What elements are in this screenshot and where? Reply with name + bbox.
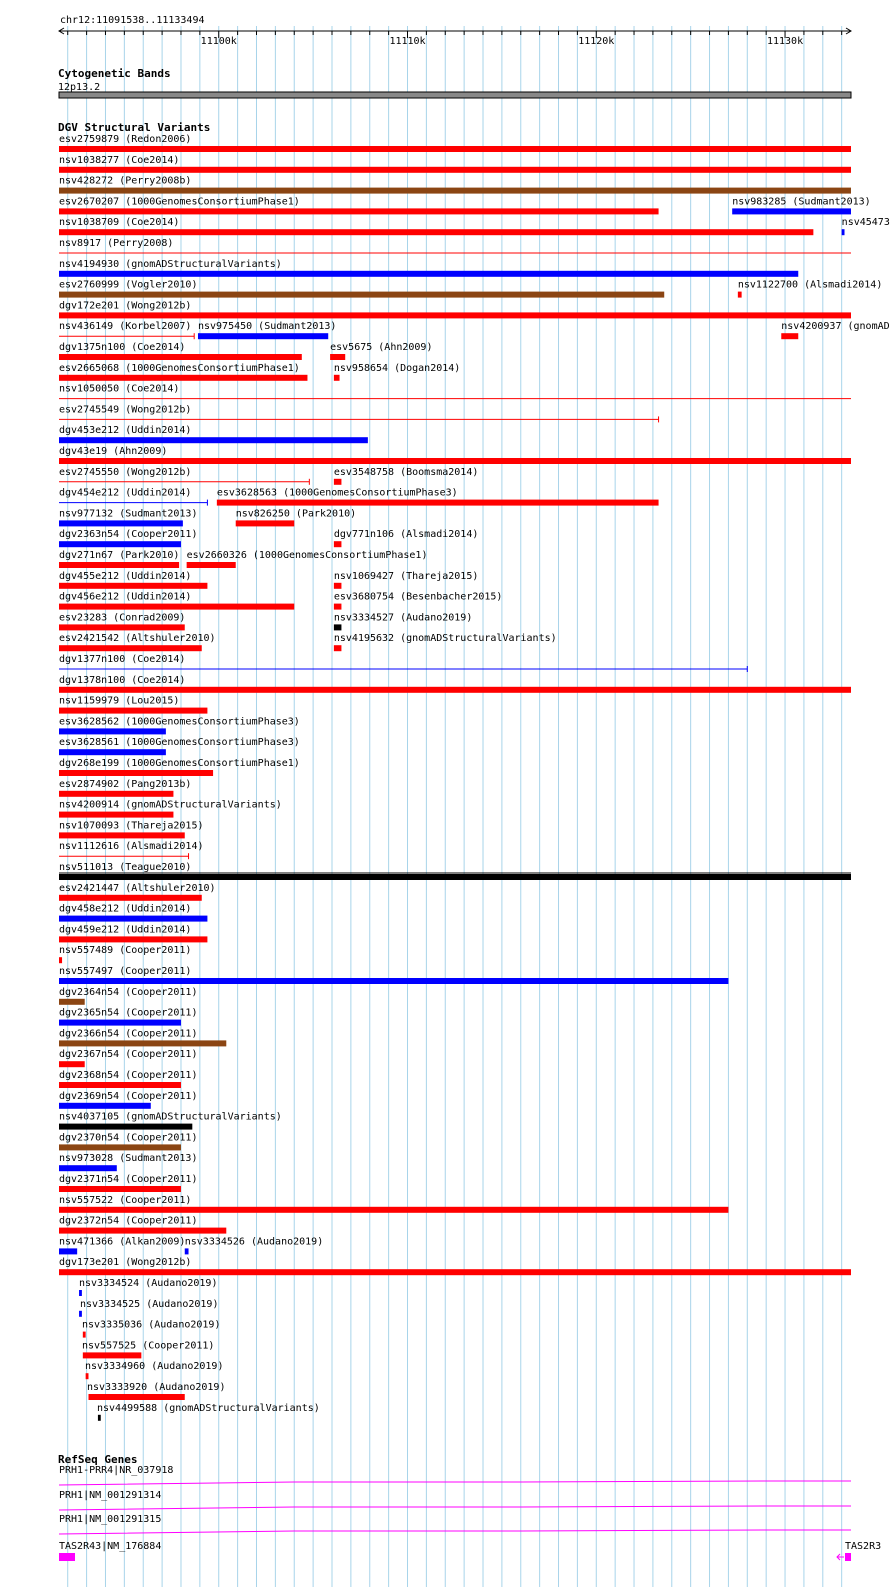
dgv-feature-label: nsv557489 (Cooper2011) [59, 945, 192, 957]
dgv-feature-label: esv2421542 (Altshuler2010) [59, 633, 216, 645]
dgv-feature-label: nsv557522 (Cooper2011) [59, 1194, 192, 1206]
dgv-feature-label: dgv454e212 (Uddin2014) [59, 487, 192, 499]
refseq-gene-label: TAS2R43|NM_176884 [59, 1541, 162, 1552]
dgv-feature-label: esv2665068 (1000GenomesConsortiumPhase1) [59, 362, 300, 374]
dgv-feature-label: nsv557525 (Cooper2011) [82, 1340, 215, 1352]
dgv-feature-label: dgv1377n100 (Coe2014) [59, 654, 186, 665]
cytoband-bar [59, 92, 851, 98]
dgv-feature-label: dgv268e199 (1000GenomesConsortiumPhase1) [59, 758, 300, 769]
refseq-gene-model [59, 1506, 851, 1510]
dgv-feature-bar [187, 562, 236, 568]
dgv-feature-label: esv3628563 (1000GenomesConsortiumPhase3) [216, 487, 458, 499]
dgv-feature-label: nsv3334960 (Audano2019) [85, 1361, 224, 1373]
dgv-feature-label: dgv2369n54 (Cooper2011) [59, 1090, 198, 1102]
dgv-feature-bar [59, 1165, 117, 1171]
refseq-gene-label: PRH1|NM_001291314 [59, 1490, 162, 1501]
refseq-gene-exon [59, 1553, 75, 1561]
dgv-feature-bar [59, 271, 798, 277]
refseq-track-title: RefSeq Genes [58, 1453, 138, 1466]
dgv-feature-bar [59, 437, 368, 443]
dgv-feature-bar [83, 1332, 86, 1338]
strand-arrow-icon [837, 1554, 844, 1560]
dgv-feature-label: dgv2368n54 (Cooper2011) [59, 1070, 198, 1081]
dgv-feature-bar [59, 874, 851, 880]
dgv-feature-label: nsv1038709 (Coe2014) [59, 217, 180, 229]
dgv-feature-bar [59, 687, 851, 693]
dgv-feature-label: nsv45473 [841, 217, 890, 229]
dgv-feature-bar [79, 1290, 82, 1296]
dgv-feature-bar [59, 1082, 181, 1088]
cytoband-label: 12p13.2 [58, 82, 101, 93]
refseq-gene-exon [845, 1553, 851, 1561]
dgv-feature-label: nsv428272 (Perry2008b) [59, 175, 192, 187]
dgv-feature-bar [59, 1144, 181, 1150]
dgv-feature-bar [59, 957, 62, 963]
dgv-feature-bar [88, 1394, 184, 1400]
dgv-feature-label: dgv458e212 (Uddin2014) [59, 903, 192, 915]
dgv-feature-bar [59, 1061, 85, 1067]
dgv-feature-label: nsv436149 (Korbel2007) [59, 321, 192, 333]
dgv-feature-label: dgv271n67 (Park2010) [59, 550, 180, 561]
dgv-feature-label: esv2759879 (Redon2006) [59, 134, 192, 145]
dgv-feature-label: dgv2364n54 (Cooper2011) [59, 986, 198, 998]
refseq-gene-model [59, 1481, 851, 1485]
dgv-feature-bar [59, 832, 185, 838]
dgv-feature-bar [334, 604, 342, 610]
dgv-feature-label: dgv459e212 (Uddin2014) [59, 924, 192, 936]
dgv-feature-bar [59, 1228, 226, 1234]
position-label: chr12:11091538..11133494 [60, 15, 205, 26]
dgv-feature-label: dgv172e201 (Wong2012b) [59, 300, 192, 312]
dgv-feature-label: dgv2366n54 (Cooper2011) [59, 1028, 198, 1040]
dgv-feature-bar [59, 624, 185, 630]
dgv-feature-bar [59, 916, 207, 922]
ruler-tick-label: 11120k [578, 36, 615, 47]
dgv-feature-bar [59, 375, 307, 381]
cytoband-track-title: Cytogenetic Bands [58, 67, 171, 80]
dgv-feature-bar [738, 292, 742, 298]
dgv-feature-bar [334, 479, 342, 485]
dgv-feature-bar [781, 333, 798, 339]
dgv-feature-bar [59, 728, 166, 734]
dgv-feature-label: dgv2371n54 (Cooper2011) [59, 1174, 198, 1185]
refseq-gene-label: TAS2R3 [845, 1541, 882, 1552]
dgv-feature-bar [236, 520, 295, 526]
ruler-tick-label: 11110k [389, 36, 426, 47]
dgv-feature-bar [59, 895, 202, 901]
dgv-feature-label: nsv958654 (Dogan2014) [333, 362, 461, 374]
dgv-feature-label: dgv771n106 (Alsmadi2014) [333, 529, 479, 541]
dgv-feature-label: nsv4194930 (gnomADStructuralVariants) [59, 258, 282, 270]
dgv-feature-label: nsv983285 (Sudmant2013) [732, 196, 871, 208]
dgv-feature-label: nsv1159979 (Lou2015) [59, 695, 180, 707]
dgv-feature-bar [59, 1020, 181, 1026]
dgv-feature-bar [59, 312, 851, 318]
dgv-feature-label: esv2421447 (Altshuler2010) [59, 882, 216, 894]
dgv-feature-label: nsv1112616 (Alsmadi2014) [59, 841, 204, 853]
dgv-feature-label: nsv826250 (Park2010) [235, 508, 357, 520]
dgv-feature-bar [59, 292, 664, 298]
dgv-feature-label: nsv511013 (Teague2010) [59, 862, 192, 873]
dgv-feature-bar [86, 1373, 89, 1379]
dgv-feature-bar [59, 1269, 851, 1275]
dgv-feature-label: nsv4499588 (gnomADStructuralVariants) [97, 1402, 320, 1414]
dgv-feature-label: nsv1070093 (Thareja2015) [59, 820, 204, 832]
dgv-feature-bar [59, 604, 294, 610]
dgv-feature-bar [59, 999, 85, 1005]
dgv-feature-label: nsv4200937 (gnomAD [781, 321, 890, 333]
dgv-feature-label: nsv3334525 (Audano2019) [80, 1298, 219, 1310]
dgv-feature-label: esv3628562 (1000GenomesConsortiumPhase3) [59, 716, 300, 728]
dgv-feature-label: dgv2370n54 (Cooper2011) [59, 1132, 198, 1144]
dgv-feature-bar [59, 1186, 181, 1192]
dgv-feature-bar [59, 936, 207, 942]
dgv-feature-label: dgv455e212 (Uddin2014) [59, 570, 192, 582]
dgv-feature-label: nsv1069427 (Thareja2015) [333, 570, 479, 582]
dgv-feature-label: nsv3334527 (Audano2019) [333, 612, 473, 624]
dgv-feature-label: nsv8917 (Perry2008) [59, 238, 174, 249]
dgv-feature-label: nsv3334524 (Audano2019) [79, 1278, 218, 1289]
dgv-feature-bar [842, 229, 845, 235]
dgv-feature-label: dgv2372n54 (Cooper2011) [59, 1215, 198, 1227]
dgv-feature-bar [79, 1311, 82, 1317]
refseq-gene-label: PRH1-PRR4|NR_037918 [59, 1465, 174, 1476]
dgv-feature-bar [732, 208, 851, 214]
dgv-feature-label: dgv2363n54 (Cooper2011) [59, 529, 198, 541]
dgv-feature-bar [330, 354, 345, 360]
dgv-feature-label: nsv3335036 (Audano2019) [82, 1319, 221, 1331]
dgv-feature-label: nsv1122700 (Alsmadi2014) [737, 279, 883, 291]
dgv-feature-bar [59, 645, 202, 651]
dgv-feature-bar [59, 1207, 728, 1213]
dgv-feature-label: dgv173e201 (Wong2012b) [59, 1257, 192, 1269]
dgv-feature-bar [334, 645, 342, 651]
dgv-feature-label: nsv4037105 (gnomADStructuralVariants) [59, 1111, 282, 1123]
dgv-feature-bar [98, 1415, 101, 1421]
dgv-feature-bar [59, 749, 166, 755]
dgv-feature-label: dgv2367n54 (Cooper2011) [59, 1049, 198, 1061]
dgv-feature-label: esv2874902 (Pang2013b) [59, 778, 192, 790]
dgv-feature-bar [59, 1103, 151, 1109]
dgv-feature-label: esv2670207 (1000GenomesConsortiumPhase1) [59, 196, 300, 208]
dgv-feature-bar [59, 146, 851, 152]
dgv-feature-bar [59, 458, 851, 464]
dgv-feature-label: esv3548758 (Boomsma2014) [333, 466, 479, 478]
dgv-feature-label: nsv973028 (Sudmant2013) [59, 1153, 198, 1165]
dgv-feature-bar [334, 375, 340, 381]
dgv-feature-label: nsv3334526 (Audano2019) [184, 1236, 324, 1248]
dgv-feature-bar [59, 978, 728, 984]
dgv-feature-label: esv2745550 (Wong2012b) [59, 466, 192, 478]
refseq-gene-model [59, 1530, 851, 1534]
dgv-track-title: DGV Structural Variants [58, 121, 211, 134]
dgv-feature-bar [334, 583, 342, 589]
dgv-feature-label: dgv1375n100 (Coe2014) [59, 342, 186, 353]
dgv-feature-label: dgv1378n100 (Coe2014) [59, 674, 186, 686]
dgv-feature-bar [59, 167, 851, 173]
dgv-feature-bar [59, 208, 659, 214]
dgv-feature-label: nsv471366 (Alkan2009) [59, 1236, 186, 1248]
dgv-feature-bar [334, 541, 342, 547]
dgv-feature-bar [185, 1248, 189, 1254]
dgv-feature-bar [334, 624, 342, 630]
dgv-feature-bar [59, 812, 173, 818]
dgv-feature-label: nsv977132 (Sudmant2013) [59, 508, 198, 520]
ruler-tick-label: 11100k [200, 36, 237, 47]
dgv-feature-bar [59, 1248, 77, 1254]
dgv-feature-label: dgv456e212 (Uddin2014) [59, 591, 192, 603]
dgv-feature-bar [59, 1040, 226, 1046]
dgv-feature-bar [59, 562, 179, 568]
dgv-feature-label: esv2660326 (1000GenomesConsortiumPhase1) [186, 550, 428, 561]
dgv-feature-bar [198, 333, 328, 339]
dgv-feature-label: nsv1050050 (Coe2014) [59, 383, 180, 395]
dgv-feature-label: nsv3333920 (Audano2019) [87, 1382, 226, 1393]
dgv-feature-bar [59, 354, 302, 360]
dgv-feature-bar [59, 708, 207, 714]
dgv-feature-label: nsv975450 (Sudmant2013) [197, 321, 337, 333]
dgv-feature-label: nsv1038277 (Coe2014) [59, 154, 180, 166]
refseq-gene-label: PRH1|NM_001291315 [59, 1514, 162, 1525]
dgv-feature-bar [59, 188, 851, 194]
dgv-feature-bar [59, 1124, 192, 1130]
dgv-feature-label: esv3680754 (Besenbacher2015) [333, 591, 503, 603]
dgv-feature-bar [59, 770, 213, 776]
dgv-feature-label: dgv453e212 (Uddin2014) [59, 425, 192, 437]
dgv-feature-label: dgv43e19 (Ahn2009) [59, 446, 168, 457]
dgv-feature-label: esv2745549 (Wong2012b) [59, 404, 192, 416]
dgv-feature-label: dgv2365n54 (Cooper2011) [59, 1007, 198, 1019]
dgv-feature-bar [59, 583, 207, 589]
dgv-feature-label: esv3628561 (1000GenomesConsortiumPhase3) [59, 737, 300, 749]
dgv-feature-label: esv2760999 (Vogler2010) [59, 279, 198, 291]
dgv-feature-label: nsv4200914 (gnomADStructuralVariants) [59, 799, 282, 811]
dgv-feature-bar [217, 500, 659, 506]
dgv-feature-label: esv23283 (Conrad2009) [59, 612, 186, 624]
dgv-feature-label: nsv4195632 (gnomADStructuralVariants) [333, 633, 557, 645]
dgv-feature-bar [59, 791, 173, 797]
dgv-feature-bar [59, 541, 181, 547]
dgv-feature-label: esv5675 (Ahn2009) [330, 342, 433, 353]
dgv-feature-bar [59, 520, 183, 526]
dgv-feature-bar [83, 1352, 142, 1358]
ruler-tick-label: 11130k [766, 36, 804, 47]
dgv-feature-label: nsv557497 (Cooper2011) [59, 966, 192, 977]
dgv-feature-bar [59, 229, 813, 235]
